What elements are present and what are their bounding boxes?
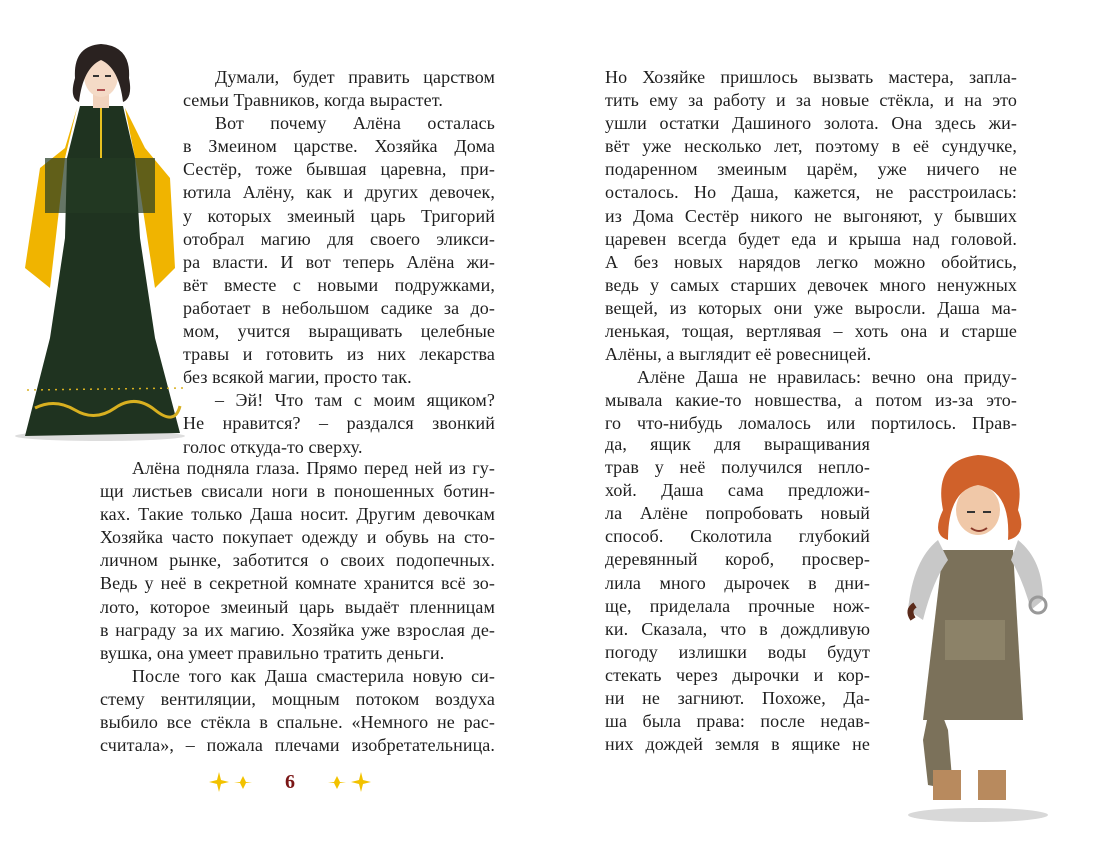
text-line: у которых змеиный царь Тригорий bbox=[183, 205, 495, 226]
text-line: мом, учится выращивать целебные bbox=[183, 321, 495, 342]
text-line: погоду излишки воды будут bbox=[605, 641, 870, 662]
text-line: вёт уже несколько лет, поэтому в её сундучке, bbox=[605, 136, 1017, 157]
text-line: из Дома Сестёр никого не выгоняют, у бывших bbox=[605, 205, 1017, 226]
text-line: считала», – пожала плечами изобретательница. bbox=[100, 735, 495, 756]
text-line: семьи Травников, когда вырастет. bbox=[183, 90, 443, 111]
text-line: осталось. Но Даша, кажется, не расстроилась: bbox=[605, 182, 1017, 203]
text-line: стему вентиляции, мощным потоком воздуха bbox=[100, 688, 495, 709]
text-line: ша была права: после недав- bbox=[605, 711, 870, 732]
text-line: После того как Даша смастерила новую си- bbox=[132, 665, 495, 686]
text-line: тить ему за работу и за новые стёкла, и на это bbox=[605, 90, 1017, 111]
text-line: лото, которое змеиный царь выдаёт пленницам bbox=[100, 596, 495, 617]
text-line: отобрал магию для своего эликси- bbox=[183, 228, 495, 249]
text-line: стекать через дырочки и кор- bbox=[605, 664, 870, 685]
text-line: Не нравится? – раздался звонкий bbox=[183, 413, 495, 434]
text-line: ни не загниют. Похоже, Да- bbox=[605, 688, 870, 709]
text-line: ще, приделала прочные нож- bbox=[605, 595, 870, 616]
text-line: ютила Алёну, как и других девочек, bbox=[183, 182, 495, 203]
text-line: вещей, из которых они уже выросли. Даша ма- bbox=[605, 297, 1017, 318]
text-line: ла Алёне попробовать новый bbox=[605, 503, 870, 524]
text-line: Но Хозяйке пришлось вызвать мастера, запла- bbox=[605, 67, 1017, 87]
text-line: в Змеином царстве. Хозяйка Дома bbox=[183, 136, 495, 157]
text-line: да, ящик для выращивания bbox=[605, 434, 870, 454]
page-number-footer bbox=[205, 770, 375, 794]
text-line: Сестёр, тоже бывшая царевна, при- bbox=[183, 159, 495, 180]
text-line: хой. Даша сама предложи- bbox=[605, 480, 870, 501]
text-line: в награду за их магию. Хозяйка уже взрослая де- bbox=[100, 619, 495, 640]
text-line: ленькая, тощая, вертлявая – хоть она и старше bbox=[605, 321, 1017, 342]
text-line: ра власти. И вот теперь Алёна жи- bbox=[183, 251, 495, 272]
left-page-text-bottom bbox=[100, 457, 495, 757]
text-line: – Эй! Что там с моим ящиком? bbox=[215, 390, 495, 411]
text-line: ушли остатки Дашиного золота. Она здесь жи- bbox=[605, 113, 1017, 134]
text-line: Алёны, а выглядит её ровесницей. bbox=[605, 344, 872, 365]
text-line: травы и готовить из них лекарства bbox=[183, 344, 495, 365]
text-line: Думали, будет править царством bbox=[215, 67, 495, 87]
text-line: лила много дырочек в дни- bbox=[605, 572, 870, 593]
text-line: деревянный короб, просвер- bbox=[605, 549, 870, 570]
text-line: вёт вместе с новыми подружками, bbox=[183, 274, 495, 295]
text-line: Ведь у неё в секретной комнате хранится всё зо- bbox=[100, 573, 495, 594]
text-line: ках. Такие только Даша носит. Другим девочкам bbox=[100, 504, 495, 525]
right-page-text-bottom bbox=[605, 433, 870, 756]
left-page-text-top bbox=[183, 66, 495, 459]
text-line: без всякой магии, просто так. bbox=[183, 367, 412, 388]
dasha-illustration bbox=[893, 440, 1063, 825]
page-number: 6 bbox=[285, 770, 295, 793]
star-ornament-left-icon bbox=[205, 770, 255, 794]
alena-illustration bbox=[5, 38, 190, 443]
text-line: Алёне Даша не нравилась: вечно она приду- bbox=[637, 367, 1017, 388]
text-line: личном рынке, заботится о своих подопечных. bbox=[100, 550, 495, 571]
text-line: способ. Сколотила глубокий bbox=[605, 526, 870, 547]
text-line: выбило все стёкла в спальне. «Немного не рас- bbox=[100, 712, 495, 733]
text-line: голос откуда-то сверху. bbox=[183, 436, 363, 457]
text-line: Хозяйка часто покупает одежду и обувь на сто- bbox=[100, 527, 495, 548]
text-line: царевен всегда будет еда и крыша над головой. bbox=[605, 228, 1017, 249]
text-line: А без новых нарядов легко можно обойтись, bbox=[605, 251, 1017, 272]
text-line: мывала какие-то новшества, а потом из-за это- bbox=[605, 390, 1017, 411]
text-line: ки. Сказала, что в дождливую bbox=[605, 618, 870, 639]
text-line: работает в небольшом садике за до- bbox=[183, 297, 495, 318]
text-line: трав у неё получился непло- bbox=[605, 457, 870, 478]
star-ornament-right-icon bbox=[325, 770, 375, 794]
text-line: щи листьев свисали ноги в поношенных ботин- bbox=[100, 481, 495, 502]
text-line: вушка, она умеет правильно тратить деньги. bbox=[100, 642, 445, 663]
text-line: го что-нибудь ломалось или портилось. Прав- bbox=[605, 413, 1017, 434]
text-line: Вот почему Алёна осталась bbox=[215, 113, 495, 134]
text-line: них дождей земля в ящике не bbox=[605, 734, 870, 755]
text-line: Алёна подняла глаза. Прямо перед ней из гу- bbox=[132, 458, 495, 478]
right-page-text-top bbox=[605, 66, 1017, 436]
text-line: подаренном змеиным царём, уже ничего не bbox=[605, 159, 1017, 180]
text-line: ведь у самых старших девочек много ненужных bbox=[605, 274, 1017, 295]
